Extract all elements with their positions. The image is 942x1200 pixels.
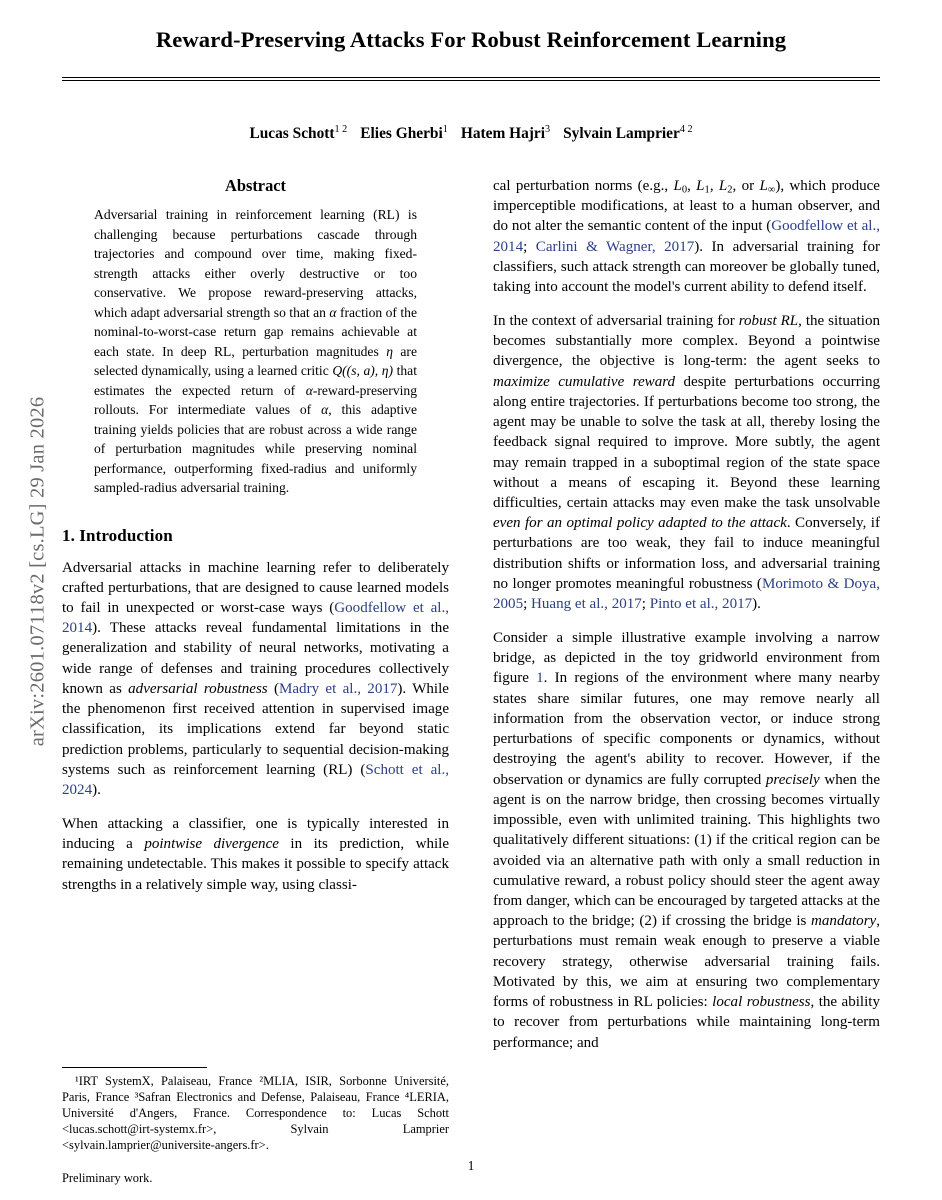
text-run: When attacking a classifier, one is typically interested in inducing a <box>62 815 449 853</box>
text-run: , <box>687 178 697 194</box>
author-name: Elies Gherbi <box>360 124 443 142</box>
citation-link[interactable]: Huang et al., 2017 <box>531 596 642 613</box>
text-run: , the ability to recover from perturbations while maintaining long-term performance; and <box>493 994 880 1051</box>
abstract-heading: Abstract <box>225 176 286 195</box>
text-run: ). <box>752 596 761 613</box>
citation-link[interactable]: Pinto et al., 2017 <box>649 596 753 613</box>
paper-page <box>62 0 880 1200</box>
author-affiliation-marker: 3 <box>545 123 551 135</box>
abstract-segment: -reward-preserving rollouts. For intermediate values of <box>94 382 417 417</box>
norm-symbol-l1: $L_1$ <box>696 178 710 196</box>
text-run: ), which produce imperceptible modifications, at least to a human observer, and do not alter the semantic content of the input ( <box>493 178 880 235</box>
emphasis-run: mandatory <box>811 913 877 930</box>
text-run: cal perturbation norms (e.g., <box>493 178 674 194</box>
text-run: , <box>709 178 719 194</box>
preliminary-work-note: Preliminary work. <box>62 1170 153 1185</box>
text-run: despite perturbations occurring along entire trajectories. If perturbations become too strong, the agent may be unable to solve the task at all, thereby losing the feedback signal required to improve. More subtly, the agent may remain trapped in a suboptimal region of the state space without a means of escaping it. Beyond these learning difficulties, certain attacks may even make the task unsolvable <box>493 373 881 512</box>
norm-symbol-l0: $L_0$ <box>673 178 688 196</box>
text-run: ). In adversarial training for classifiers, such attack strength can moreover be globally tuned, taking into account the model's current ability to defend itself. <box>493 238 880 296</box>
text-run: ; <box>523 238 536 255</box>
affiliation-footnote: ¹IRT SystemX, Palaiseau, France ²MLIA, ISIR, Sorbonne Université, Paris, France ³Safran Electronics and Defense, Palaiseau, France ⁴LERIA, Université d'Angers, France. Correspondence to: Lucas Schott <lucas.schott@irt-systemx.fr>, Sylvain Lamprier <sylvain.lamprier@universite-angers.fr>. <box>62 1073 449 1152</box>
abstract-segment: fraction of the nominal-to-worst-case return gap remains achievable at each state. In deep RL, perturbation magnitudes <box>94 304 417 359</box>
text-run: ; <box>523 596 532 613</box>
author-list <box>62 81 880 143</box>
emphasis-run: even for an optimal policy adapted to the attack <box>493 515 787 532</box>
citation-link[interactable]: Goodfellow et al., 2014 <box>493 218 880 255</box>
emphasis-run: maximize cumulative reward <box>493 373 676 390</box>
critic-formula: Q((s, a), η) <box>332 363 394 378</box>
intro-paragraph-5 <box>493 628 880 1053</box>
citation-link[interactable]: Carlini & Wagner, 2017 <box>535 238 695 255</box>
text-run: . In regions of the environment where many nearby states share similar futures, one may remove nearly all information from the observation vector, or induce strong perturbations of specific components or dynamics, without destroying the agent's ability to recover. However, if the observation or dynamics are fully corrupted <box>493 670 880 788</box>
author-entry <box>461 125 550 142</box>
abstract-text <box>62 205 449 498</box>
text-run: Adversarial attacks in machine learning refer to deliberately crafted perturbations, that are designed to cause learned models to fail in unexpected or worst-case ways ( <box>62 559 449 616</box>
text-run: In the context of adversarial training for <box>493 312 739 329</box>
abstract-segment: Adversarial training in reinforcement learning (RL) is challenging because perturbations cascade through trajectories and compound over time, making fixed-strength attacks either overly destructive or too conservative. We propose reward-preserving attacks, which adapt adversarial strength so that an <box>94 207 417 320</box>
figure-reference-link[interactable]: 1 <box>536 670 544 687</box>
author-affiliation-marker: 4 2 <box>679 123 693 135</box>
text-run: , the situation becomes substantially more complex. Beyond a pointwise divergence, the objective is long-term: the agent seeks to <box>493 312 881 370</box>
author-name: Lucas Schott <box>249 124 335 142</box>
abstract-segment: are selected dynamically, using a learned critic <box>94 343 417 378</box>
author-affiliation-marker: 1 2 <box>334 123 348 135</box>
text-run: ; <box>641 596 650 613</box>
citation-link[interactable]: Morimoto & Doya, 2005 <box>493 575 880 613</box>
section-heading-introduction: 1. Introduction <box>62 525 173 545</box>
text-run: when the agent is on the narrow bridge, then crossing becomes virtually impossible, even with unlimited training. This highlights two qualitatively different situations: (1) if the critical region can be avoided via an alternative path with only a small reduction in cumulative reward, a robust policy should steer the agent away from danger, which can be encouraged by targeted attacks at the approach to the bridge; (2) if crossing the bridge is <box>493 771 880 930</box>
text-run: in its prediction, while remaining undetectable. This makes it possible to specify attack strengths in a relatively simple way, using classi- <box>62 836 450 893</box>
author-name: Sylvain Lamprier <box>563 124 680 142</box>
intro-paragraph-4 <box>493 311 880 615</box>
emphasis-run: adversarial robustness <box>128 680 268 697</box>
text-run: ). While the phenomenon first received attention in supervised image classification, its implications extend far beyond static prediction problems, particularly to sequential decision-making systems such as reinforcement learning (RL) ( <box>62 680 449 778</box>
author-entry <box>563 125 692 142</box>
author-affiliation-marker: 1 <box>442 123 448 135</box>
abstract-segment: , this adaptive training yields policies that are robust across a wide range of perturbation magnitudes while preserving nominal performance, outperforming fixed-radius and uniformly sampled-radius adversarial training. <box>94 402 417 495</box>
text-run: ( <box>267 680 279 697</box>
page-title: Reward-Preserving Attacks For Robust Reinforcement Learning <box>155 27 787 52</box>
alpha-symbol: α <box>321 402 329 417</box>
page-number: 1 <box>467 1158 475 1173</box>
author-entry <box>249 125 347 142</box>
abstract-segment: that estimates the expected return of <box>94 363 417 398</box>
alpha-symbol: α <box>305 382 313 398</box>
footnote-divider <box>62 1067 207 1068</box>
citation-link[interactable]: Goodfellow et al., 2014 <box>62 599 449 637</box>
emphasis-run: robust RL <box>738 312 799 329</box>
citation-link[interactable]: Schott et al., 2024 <box>62 761 449 799</box>
right-column <box>493 176 880 1186</box>
eta-symbol: η <box>386 343 393 359</box>
emphasis-run: local robustness <box>712 994 811 1011</box>
author-entry <box>360 125 448 142</box>
left-column <box>62 176 449 1186</box>
emphasis-run: precisely <box>765 771 820 788</box>
intro-paragraph-1 <box>62 558 449 801</box>
text-run: Consider a simple illustrative example involving a narrow bridge, as depicted in the toy gridworld environment from figure <box>493 629 880 687</box>
text-run: , or <box>732 178 760 194</box>
author-name: Hatem Hajri <box>460 124 546 142</box>
text-run: ). <box>92 782 101 799</box>
text-run: , perturbations must remain weak enough to preserve a viable recovery strategy, otherwise adversarial training fails. Motivated by this, we aim at ensuring two complementary forms of robustness in RL policies: <box>493 913 880 1011</box>
text-run: ). These attacks reveal fundamental limitations in the generalization and stability of neural networks, motivating a wide range of defenses and training procedures collectively known as <box>62 620 449 697</box>
alpha-symbol: α <box>329 304 337 320</box>
citation-link[interactable]: Madry et al., 2017 <box>278 680 398 697</box>
emphasis-run: pointwise divergence <box>144 836 279 853</box>
norm-symbol-l2: $L_2$ <box>718 178 733 196</box>
intro-paragraph-3 <box>493 176 880 297</box>
arxiv-identifier-stamp: arXiv:2601.07118v2 [cs.LG] 29 Jan 2026 <box>26 396 49 747</box>
text-run: . Conversely, if perturbations are too weak, they fail to induce meaningful distribution shifts or information loss, and adversarial training no longer promotes meaningful robustness ( <box>493 515 880 592</box>
intro-paragraph-2 <box>62 814 449 895</box>
two-column-body <box>62 176 880 1186</box>
norm-symbol-linf: $L_\infty$ <box>759 178 776 196</box>
